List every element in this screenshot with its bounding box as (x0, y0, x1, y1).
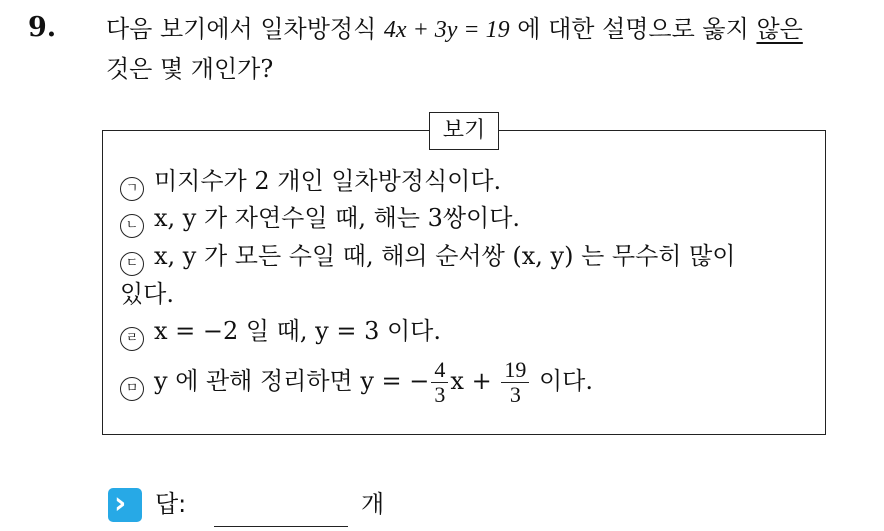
fraction-1-denominator: 3 (434, 382, 446, 407)
example-item-3 (120, 239, 735, 276)
answer-unit: 개 (361, 490, 385, 518)
fraction-2-denominator: 3 (509, 382, 521, 407)
item-marker-3: ㄷ (120, 252, 144, 276)
fraction-2-numerator: 19 (501, 358, 529, 383)
question-number: 9. (28, 12, 57, 43)
example-item-2 (120, 201, 520, 238)
question-equation: 4x + 3y = 19 (383, 17, 510, 43)
item-text-3: x, y 가 모든 수일 때, 해의 순서쌍 (x, y) 는 무수히 많이 (154, 242, 736, 270)
example-item-3-continuation: 있다. (120, 280, 174, 308)
answer-label: 답: (155, 490, 187, 518)
question-text-post: 에 대한 설명으로 옳지 (509, 15, 757, 43)
item-text-4: x = −2 일 때, y = 3 이다. (154, 317, 441, 345)
question-line-2: 것은 몇 개인가? (106, 55, 274, 83)
item-marker-1: ㄱ (120, 177, 144, 201)
arrow-right-icon: › (108, 488, 142, 522)
fraction-4-over-3 (431, 358, 448, 407)
question-line-1 (106, 12, 803, 47)
item-text-2: x, y 가 자연수일 때, 해는 3쌍이다. (154, 204, 521, 232)
item-text-5-mid: x + (450, 367, 492, 395)
example-item-4 (120, 314, 441, 351)
item-text-1: 미지수가 2 개인 일차방정식이다. (154, 167, 502, 195)
item-marker-5: ㅁ (120, 377, 144, 401)
item-marker-2: ㄴ (120, 214, 144, 238)
item-marker-4: ㄹ (120, 327, 144, 351)
fraction-1-numerator: 4 (431, 358, 448, 383)
fraction-19-over-3 (501, 358, 529, 407)
example-item-1 (120, 164, 501, 201)
question-text-pre: 다음 보기에서 일차방정식 (106, 15, 384, 43)
item-text-5-post: 이다. (538, 367, 593, 395)
question-emphasis: 않은 (756, 15, 803, 43)
item-text-5-pre: y 에 관해 정리하면 y = − (154, 367, 430, 395)
example-item-5 (120, 358, 593, 407)
examples-box-title: 보기 (429, 112, 499, 150)
answer-blank-line[interactable] (214, 526, 348, 527)
